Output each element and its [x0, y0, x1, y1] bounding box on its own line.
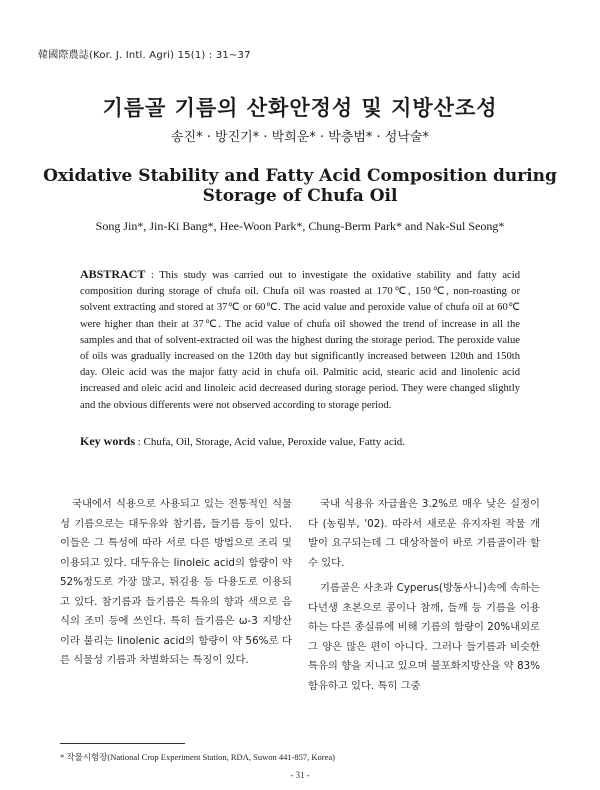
authors-english: Song Jin*, Jin-Ki Bang*, Hee-Woon Park*, Chung-Berm Park* and Nak-Sul Seong* — [95, 219, 505, 233]
page-title-english: Oxidative Stability and Fatty Acid Composition during Storage of Chufa Oil — [43, 166, 557, 206]
authors-korean: 송진* · 방진기* · 박희운* · 박충범* · 성낙술* — [171, 130, 429, 145]
keywords — [80, 434, 520, 449]
footnote: * 작물시험장(National Crop Experiment Station, RDA, Suwon 441-857, Korea) — [60, 752, 336, 762]
page-title-korean: 기름골 기름의 산화안정성 및 지방산조성 — [102, 96, 498, 120]
body-paragraph: 기름골은 사초과 Cyperus(방동사니)속에 속하는 다년생 초본으로 콩이나 참깨, 들깨 등 기름을 이용하는 다른 종실류에 비해 기름의 함량이 20%내외로 그 양은 많은 편이 아니다. 그러나 들기름과 비슷한 특유의 향을 지니고 있으며 불포화지방산을 약 83% 함유하고 있다. 특히 그중 — [308, 582, 540, 692]
keywords-text: : Chufa, Oil, Storage, Acid value, Peroxide value, Fatty acid. — [135, 436, 406, 448]
body-column-left — [60, 495, 292, 677]
body-paragraph: 국내에서 식용으로 사용되고 있는 전통적인 식물성 기름으로는 대두유와 참기름, 들기름 등이 있다. 이들은 그 특성에 따라 서로 다른 방법으로 조리 및 이용되고 있다. 대두유는 linoleic acid의 함량이 약 52%정도로 가장 많고, 튀김용 등 다용도로 이용되고 있다. 참기름과 들기름은 특유의 향과 색으로 음식의 조미 등에 쓰인다. 특히 들기름은 ω-3 지방산이라 불리는 linolenic acid의 함량이 약 56%로 다른 식물성 기름과 차별화되는 특징이 있다. — [60, 498, 292, 666]
journal-header: 韓國際農誌(Kor. J. Intl. Agri) 15(1) : 31∼37 — [38, 50, 251, 61]
keywords-label: Key words — [80, 434, 135, 448]
body-paragraph: 국내 식용유 자급율은 3.2%로 매우 낮은 실정이다 (농림부, '02). 따라서 새로운 유지자원 작물 개발이 요구되는데 그 대상작물이 바로 기름골이라 할 수 있다. — [308, 498, 540, 569]
abstract-label: ABSTRACT — [80, 267, 146, 281]
body-column-right — [308, 495, 540, 702]
abstract — [80, 266, 520, 414]
page-number: - 31 - — [290, 770, 310, 780]
abstract-text: : This study was carried out to investigate the oxidative stability and fatty acid composition during storage of chufa oil. Chufa oil was roasted at 170℃, 150℃, non-roasting or solvent extracting and stored at 37℃ or 60℃. The acid value and peroxide value of chufa oil at 60℃ were higher than their at 37℃. The acid value of chufa oil showed the trend of increase in all the samples and that of solvent-extracted oil was the highest during the storage period. The peroxide value of oils was gradually increased on the 120th day but significantly increased between 120th and 150th day. Oleic acid was the major fatty acid in chufa oil. Palmitic acid, stearic acid and linolenic acid increased and oleic acid and linoleic acid decreased during storage period. They were changed slightly and the obvious differents were not observed according to storage period. — [80, 270, 520, 411]
footnote-divider — [60, 743, 185, 744]
